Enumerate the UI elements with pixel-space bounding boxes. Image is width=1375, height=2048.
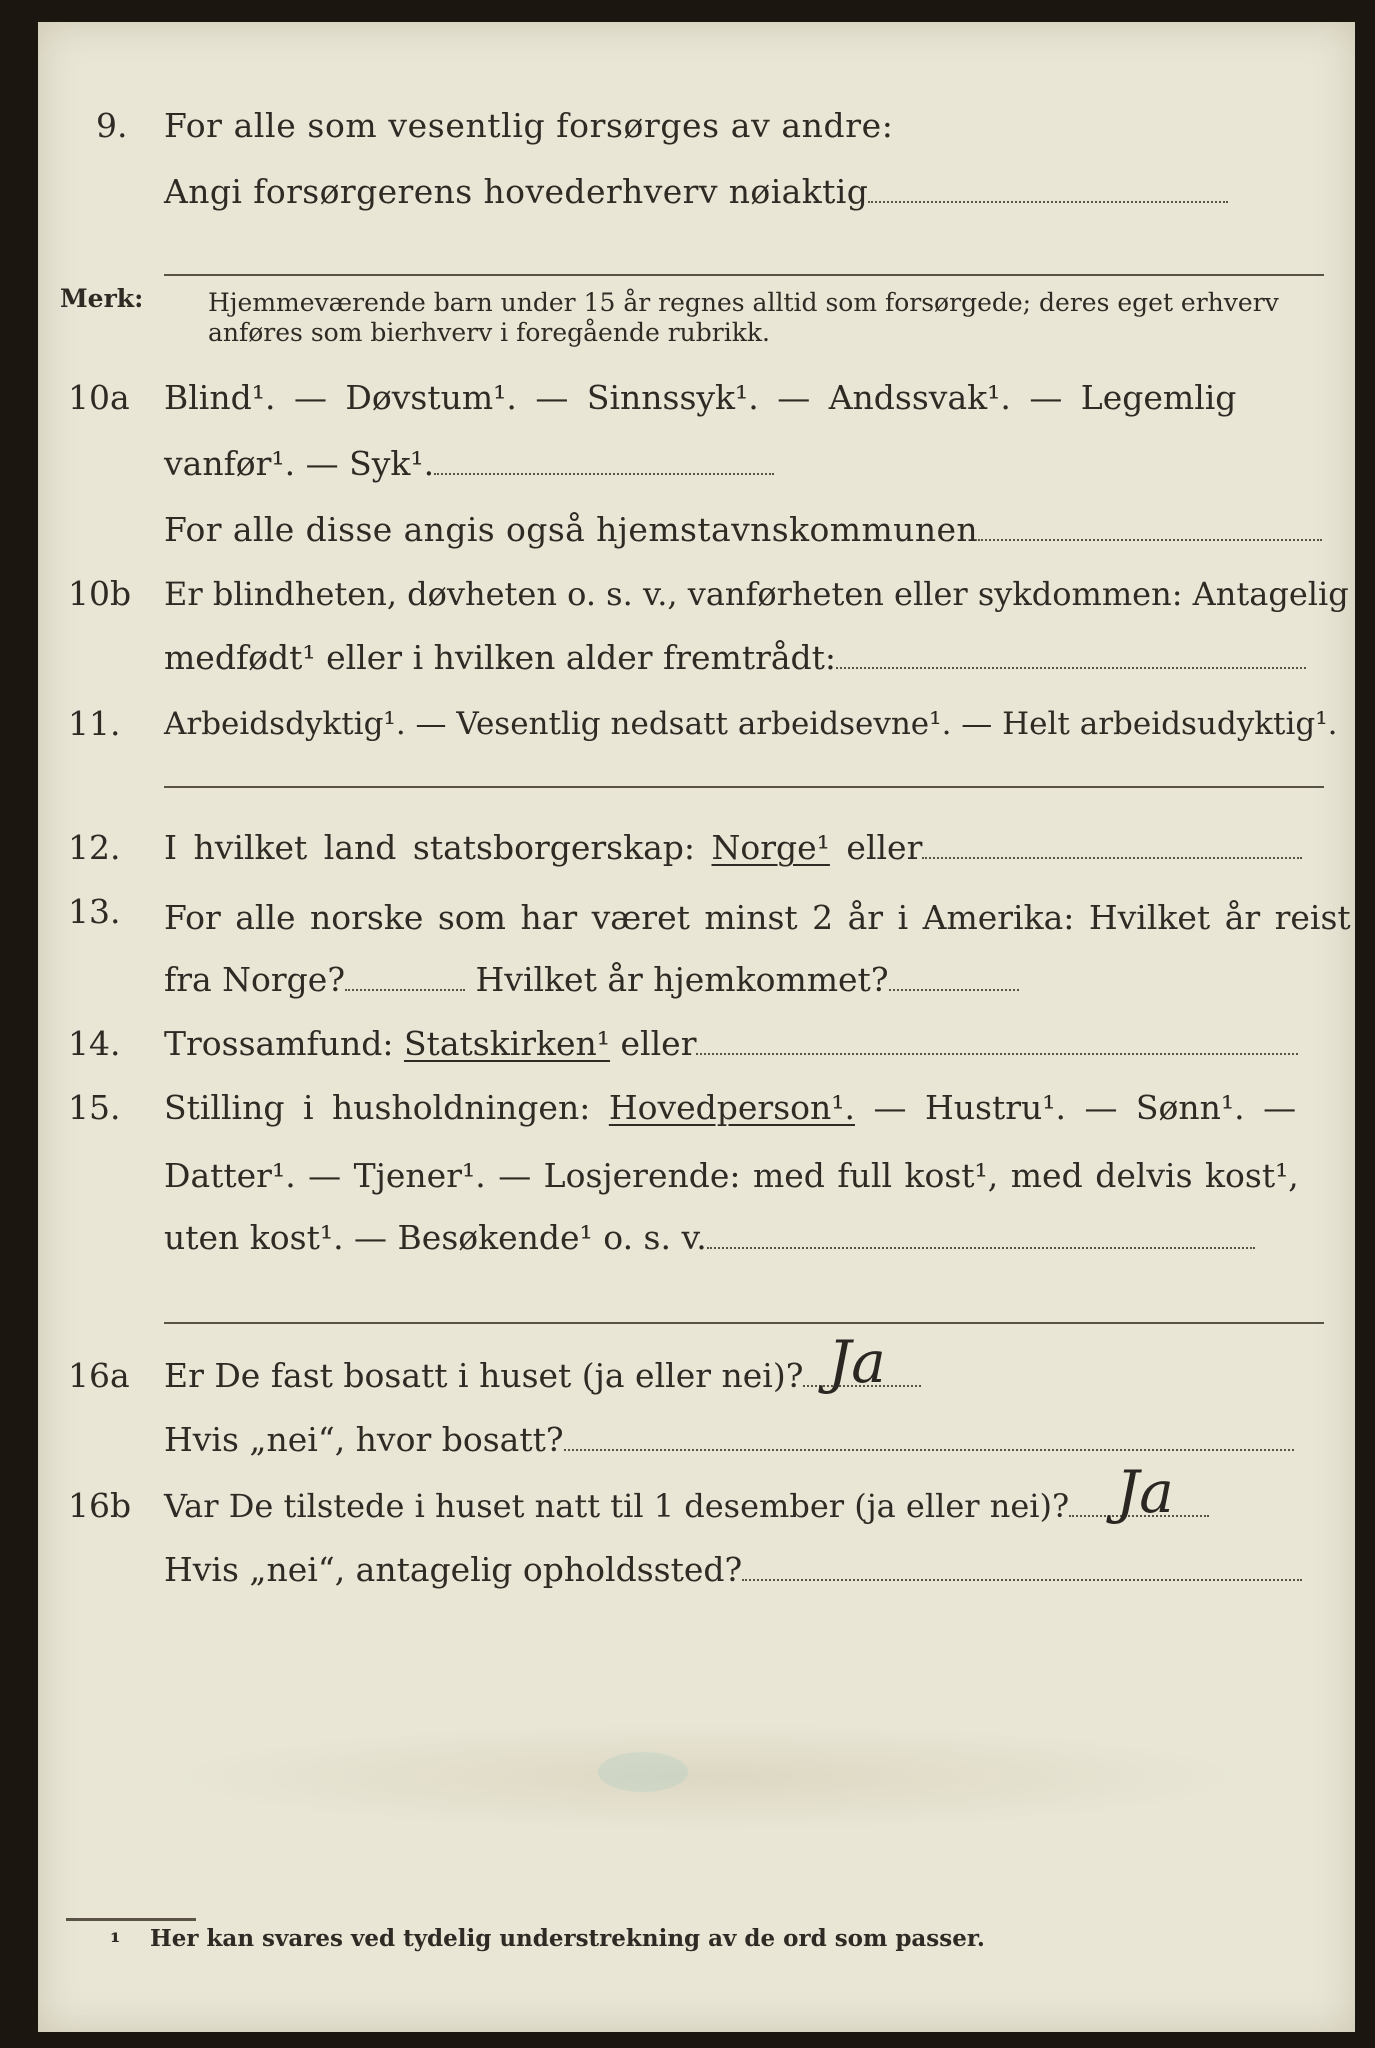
q10b-number: 10b: [68, 574, 132, 613]
q14-text: Trossamfund:: [164, 1024, 394, 1063]
q11-number: 11.: [68, 704, 121, 743]
q15-line3-text: uten kost¹. — Besøkende¹ o. s. v.: [164, 1218, 707, 1257]
q13-reist-dots: [345, 989, 465, 991]
q14-line: [164, 1024, 1298, 1064]
q12-text: I hvilket land statsborgerskap:: [164, 828, 696, 867]
footnote-rule: [66, 1918, 196, 1921]
q9-line1: For alle som vesentlig forsørges av andre:: [164, 106, 894, 145]
q15-answer-line: [164, 1322, 1324, 1324]
q10a-line3-dots: [978, 539, 1322, 541]
q16b-hvis-dots: [742, 1579, 1302, 1581]
q16a-line2: [164, 1420, 1294, 1460]
q16b-line2: [164, 1550, 1302, 1590]
q9-number: 9.: [96, 106, 128, 145]
q16b-line1: [164, 1486, 1209, 1526]
q16a-hvis-dots: [564, 1449, 1294, 1451]
q10a-line2-dots: [434, 473, 774, 475]
q10b-line1: Er blindheten, døvheten o. s. v., vanførheten eller sykdommen: Antagelig: [164, 575, 1349, 613]
q12-answer-dots: [922, 857, 1302, 859]
q13-hjemkommet-dots: [889, 989, 1019, 991]
q15-underlined-hovedperson: Hovedperson¹.: [608, 1088, 855, 1127]
q10a-number: 10a: [68, 378, 130, 417]
q11-answer-line: [164, 786, 1324, 788]
q16b-handwritten-answer: Ja: [1116, 1458, 1174, 1526]
q16b-text: Var De tilstede i huset natt til 1 desember (ja eller nei)?: [164, 1487, 1070, 1525]
q9-line2-text: Angi forsørgerens hovederhverv nøiaktig: [164, 172, 869, 211]
q12-number: 12.: [68, 828, 121, 867]
q14-number: 14.: [68, 1024, 121, 1063]
census-form-page: [38, 22, 1355, 2032]
q10a-line2: [164, 444, 774, 484]
q10a-line2-text: vanfør¹. — Syk¹.: [164, 444, 435, 483]
q10b-line2-text: medfødt¹ eller i hvilken alder fremtrådt:: [164, 638, 837, 677]
q16a-text: Er De fast bosatt i huset (ja eller nei)?: [164, 1356, 804, 1395]
q16a-handwritten-answer: Ja: [828, 1328, 886, 1396]
merk-line1: Hjemmeværende barn under 15 år regnes alltid som forsørgede; deres eget erhverv: [208, 288, 1279, 317]
q10a-line3: [164, 510, 1322, 550]
q9-line2: [164, 172, 1228, 212]
footnote-mark: ¹: [110, 1927, 121, 1956]
q15-line1: [164, 1088, 1296, 1128]
q13-number: 13.: [68, 892, 121, 931]
q16b-hvis-text: Hvis „nei“, antagelig opholdssted?: [164, 1550, 743, 1589]
q14-answer-dots: [696, 1053, 1298, 1055]
q11-line1: Arbeidsdyktig¹. — Vesentlig nedsatt arbeidsevne¹. — Helt arbeidsudyktig¹.: [164, 706, 1338, 742]
paper-stain: [158, 1722, 1258, 1832]
q12-eller: eller: [846, 828, 923, 867]
merk-line2: anføres som bierhverv i foregående rubrikk.: [208, 318, 770, 347]
q16a-line1: [164, 1356, 921, 1396]
q12-underlined-norge: Norge¹: [711, 828, 830, 867]
q13-line1: For alle norske som har været minst 2 år i Amerika: Hvilket år reist: [164, 898, 1351, 937]
q15-line3: [164, 1218, 1255, 1258]
q10b-line2: [164, 638, 1306, 678]
q15-number: 15.: [68, 1088, 121, 1127]
q13-reist-text: fra Norge?: [164, 960, 346, 999]
q15-line1-rest: — Hustru¹. — Sønn¹. —: [873, 1088, 1297, 1127]
footnote-text: Her kan svares ved tydelig understrekning av de ord som passer.: [150, 1925, 985, 1952]
merk-label: Merk:: [60, 284, 144, 313]
q14-eller: eller: [620, 1024, 697, 1063]
q15-line2: Datter¹. — Tjener¹. — Losjerende: med full kost¹, med delvis kost¹,: [164, 1156, 1299, 1195]
q12-line: [164, 828, 1302, 868]
q16b-number: 16b: [68, 1486, 132, 1525]
q15-answer-dots: [707, 1247, 1255, 1249]
q14-underlined-statskirken: Statskirken¹: [403, 1024, 611, 1063]
q16a-number: 16a: [68, 1356, 130, 1395]
q13-hjemkommet-text: Hvilket år hjemkommet?: [475, 960, 889, 999]
q10b-answer-dots: [836, 667, 1306, 669]
q9-answer-line: [164, 274, 1324, 276]
q10a-line3-text: For alle disse angis også hjemstavnskommunen: [164, 510, 979, 549]
ink-stain: [598, 1752, 688, 1792]
q13-line2: [164, 960, 1019, 1000]
q15-text: Stilling i husholdningen:: [164, 1088, 591, 1127]
q10a-line1: Blind¹. — Døvstum¹. — Sinnssyk¹. — Andssvak¹. — Legemlig: [164, 378, 1237, 417]
q9-answer-dots: [868, 201, 1228, 203]
q16a-hvis-text: Hvis „nei“, hvor bosatt?: [164, 1420, 564, 1459]
